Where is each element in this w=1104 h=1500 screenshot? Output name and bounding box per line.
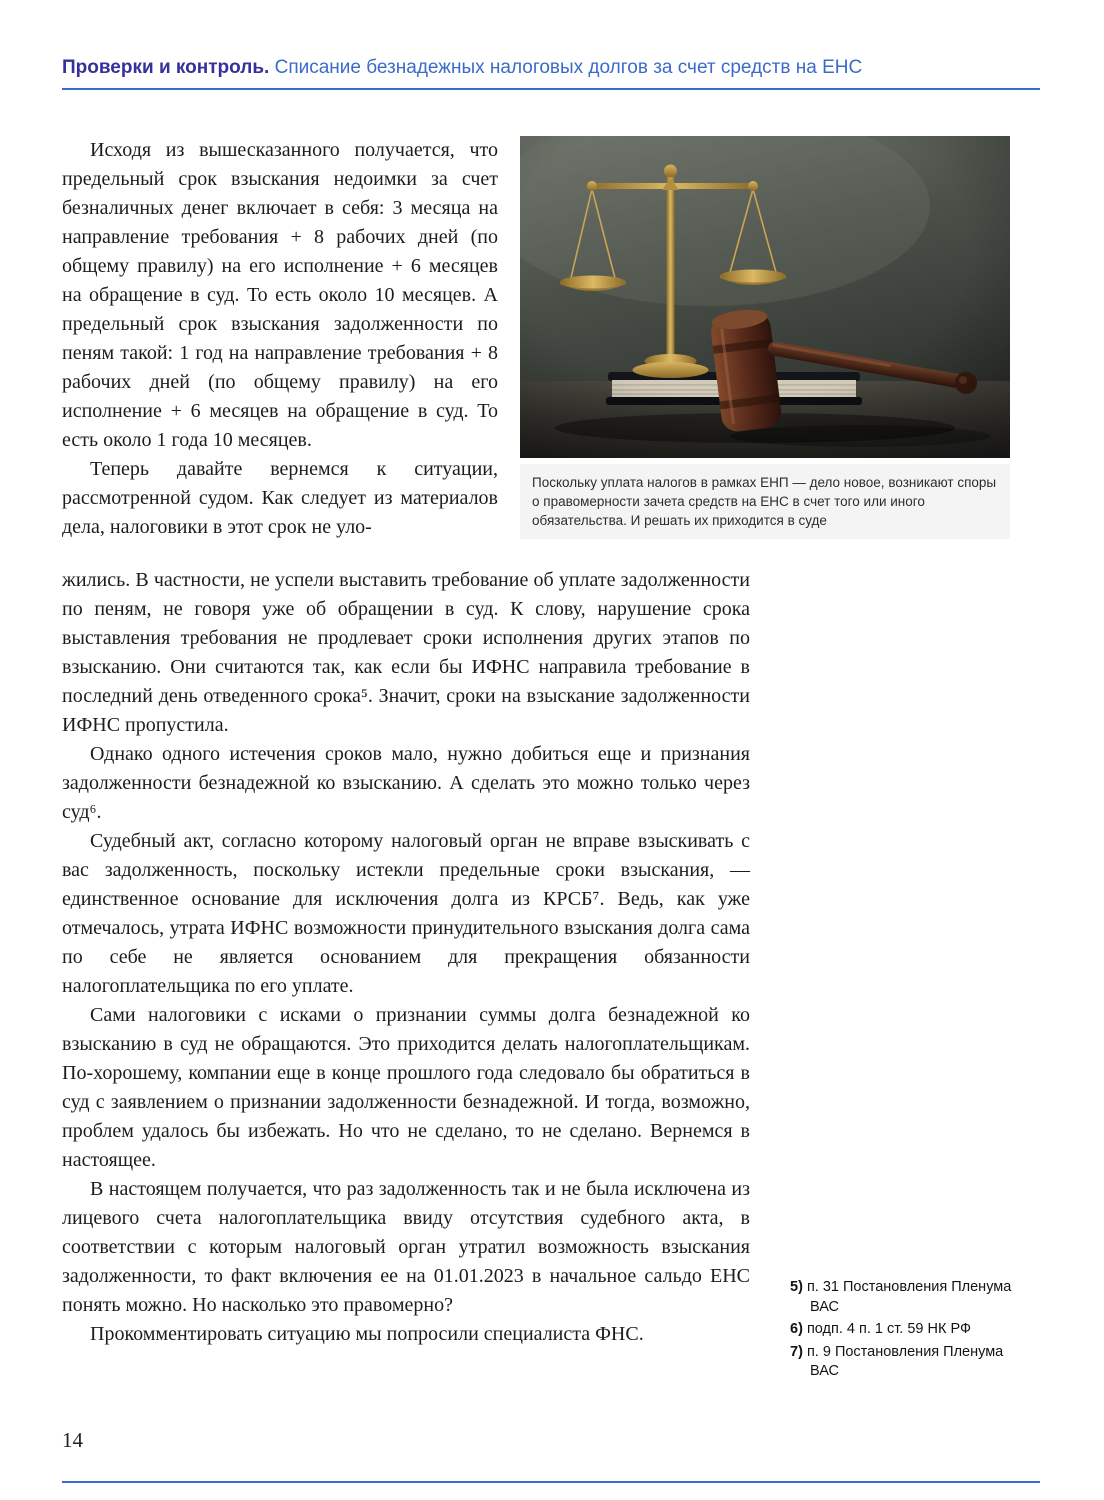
scales-and-gavel-photo <box>520 136 1010 458</box>
footnote-text: п. 9 Постановления Пленума ВАС <box>806 1343 1004 1379</box>
article-title: Списание безнадежных налоговых долгов за счет средств на ЕНС <box>269 57 863 78</box>
paragraph: жились. В частности, не успели выставить требование об уплате задолженности по пеням, не говоря уже об обращении в суд. К слову, нарушение срока выставления требования не продлевает сроки исполнения других этапов по взысканию. Они считаются так, как если бы ИФНС направила требование в последний день отведенного срока⁵. Значит, сроки на взыскание задолженности ИФНС пропустила. <box>62 569 750 736</box>
paragraph: Прокомментировать ситуацию мы попросили специалиста ФНС. <box>90 1323 644 1345</box>
header-divider <box>62 88 1040 90</box>
scales-and-gavel-illustration <box>520 136 1010 458</box>
page-header <box>62 56 1040 80</box>
page-number: 14 <box>62 1428 83 1452</box>
footnote <box>790 1343 1022 1382</box>
paragraph: Теперь давайте вернемся к ситуации, рассмотренной судом. Как следует из материалов дела, налоговики в этот срок не уло- <box>62 458 498 538</box>
rubric-label: Проверки и контроль. <box>62 57 270 78</box>
footnote-marker: 6) <box>790 1321 803 1337</box>
footnote-marker: 7) <box>790 1343 803 1360</box>
footnote <box>790 1320 1022 1340</box>
paragraph: Судебный акт, согласно которому налоговый орган не вправе взыскивать с вас задолженность, поскольку истекли предельные сроки взыскания, — единственное основание для исключения долга из КРСБ⁷. Ведь, как уже отмечалось, утрата ИФНС возможности принудительного взыскания долга сама по себе не является основанием для прекращения обязанности налогоплательщика по его уплате. <box>62 830 750 997</box>
footnote-text: подп. 4 п. 1 ст. 59 НК РФ <box>806 1321 971 1337</box>
paragraph: Сами налоговики с исками о признании суммы долга безнадежной ко взысканию в суд не обращаются. Это приходится делать налогоплательщикам. По-хорошему, компании еще в конце прошлого года следовало бы обратиться в суд с заявлением о признании задолженности безнадежной. И тогда, возможно, проблем удалось бы избежать. Но что не сделано, то не сделано. Вернемся в настоящее. <box>62 1004 750 1171</box>
footnote-text: п. 31 Постановления Пленума ВАС <box>806 1279 1012 1315</box>
intro-column <box>62 136 498 542</box>
intro-section <box>62 136 1010 542</box>
footnotes-block <box>790 1278 1022 1385</box>
paragraph: В настоящем получается, что раз задолженность так и не была исключена из лицевого счета налогоплательщика ввиду отсутствия судебного акта, в соответствии с которым налоговый орган утратил возможность взыскания задолженности, то факт включения ее на 01.01.2023 в начальное сальдо ЕНС понять можно. Но насколько это правомерно? <box>62 1178 750 1316</box>
article-figure <box>520 136 1010 539</box>
paragraph: Исходя из вышесказанного получается, что предельный срок взыскания недоимки за счет безналичных денег включает в себя: 3 месяца на направление требования + 8 рабочих дней (по общему правилу) на его исполнение + 6 месяцев на обращение в суд. То есть около 10 месяцев. А предельный срок взыскания задолженности по пеням такой: 1 год на направление требования + 8 рабочих дней (по общему правилу) на его исполнение + 6 месяцев на обращение в суд. То есть около 1 года 10 месяцев. <box>62 139 498 451</box>
article-body <box>62 566 750 1349</box>
figure-caption: Поскольку уплата налогов в рамках ЕНП — дело новое, возникают споры о правомерности зачета средств на ЕНС в счет того или иного обязательства. И решать их приходится в суде <box>520 464 1010 539</box>
footnote <box>790 1278 1022 1317</box>
footer-divider <box>62 1481 1040 1483</box>
footnote-marker: 5) <box>790 1279 803 1295</box>
paragraph: Однако одного истечения сроков мало, нужно добиться еще и признания задолженности безнадежной ко взысканию. А сделать это можно только через суд⁶. <box>62 743 750 823</box>
